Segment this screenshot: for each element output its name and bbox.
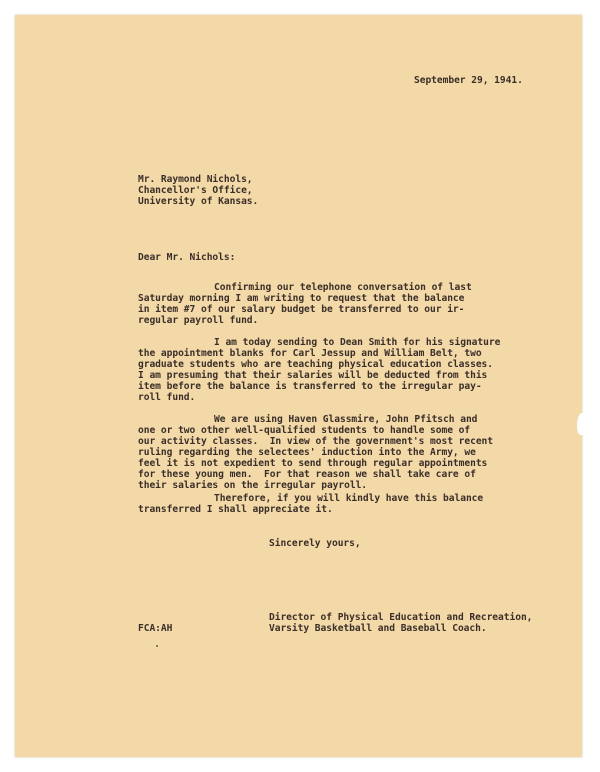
paragraph-1-line-2: Saturday morning I am writing to request that the balance xyxy=(138,293,465,304)
paragraph-4-line-2: transferred I shall appreciate it. xyxy=(138,504,333,515)
paragraph-3-line-4: ruling regarding the selectees' induction into the Army, we xyxy=(138,447,476,458)
recipient-line-1: Mr. Raymond Nichols, xyxy=(138,174,253,185)
paragraph-3-line-2: one or two other well-qualified students to handle some of xyxy=(138,425,471,436)
paragraph-3-line-1: We are using Haven Glassmire, John Pfitsch and xyxy=(214,414,478,425)
paragraph-2-line-4: I am presuming that their salaries will be deducted from this xyxy=(138,370,488,381)
typist-initials: FCA:AH xyxy=(138,623,173,634)
paragraph-1-line-1: Confirming our telephone conversation of last xyxy=(214,282,472,293)
paragraph-1-line-3: in item #7 of our salary budget be transferred to our ir- xyxy=(138,304,465,315)
signature-line-2: Varsity Basketball and Baseball Coach. xyxy=(269,623,487,634)
paragraph-2-line-1: I am today sending to Dean Smith for his signature xyxy=(214,337,501,348)
letter-page xyxy=(15,15,582,757)
ink-speck xyxy=(156,645,158,647)
closing: Sincerely yours, xyxy=(269,538,361,549)
signature-line-1: Director of Physical Education and Recreation, xyxy=(269,612,533,623)
paragraph-3-line-3: our activity classes. In view of the government's most recent xyxy=(138,436,494,447)
paragraph-2-line-2: the appointment blanks for Carl Jessup and William Belt, two xyxy=(138,348,482,359)
paragraph-1-line-4: regular payroll fund. xyxy=(138,315,259,326)
paragraph-3-line-5: feel it is not expedient to send through regular appointments xyxy=(138,458,488,469)
paragraph-3-line-7: their salaries on the irregular payroll. xyxy=(138,480,368,491)
paragraph-3-line-6: for these young men. For that reason we shall take care of xyxy=(138,469,476,480)
recipient-line-3: University of Kansas. xyxy=(138,196,259,207)
paragraph-4-line-1: Therefore, if you will kindly have this balance xyxy=(214,493,484,504)
paragraph-2-line-5: item before the balance is transferred to the irregular pay- xyxy=(138,381,482,392)
paragraph-2-line-6: roll fund. xyxy=(138,392,196,403)
recipient-line-2: Chancellor's Office, xyxy=(138,185,253,196)
paragraph-2-line-3: graduate students who are teaching physical education classes. xyxy=(138,359,494,370)
letter-date: September 29, 1941. xyxy=(414,75,523,86)
salutation: Dear Mr. Nichols: xyxy=(138,252,236,263)
